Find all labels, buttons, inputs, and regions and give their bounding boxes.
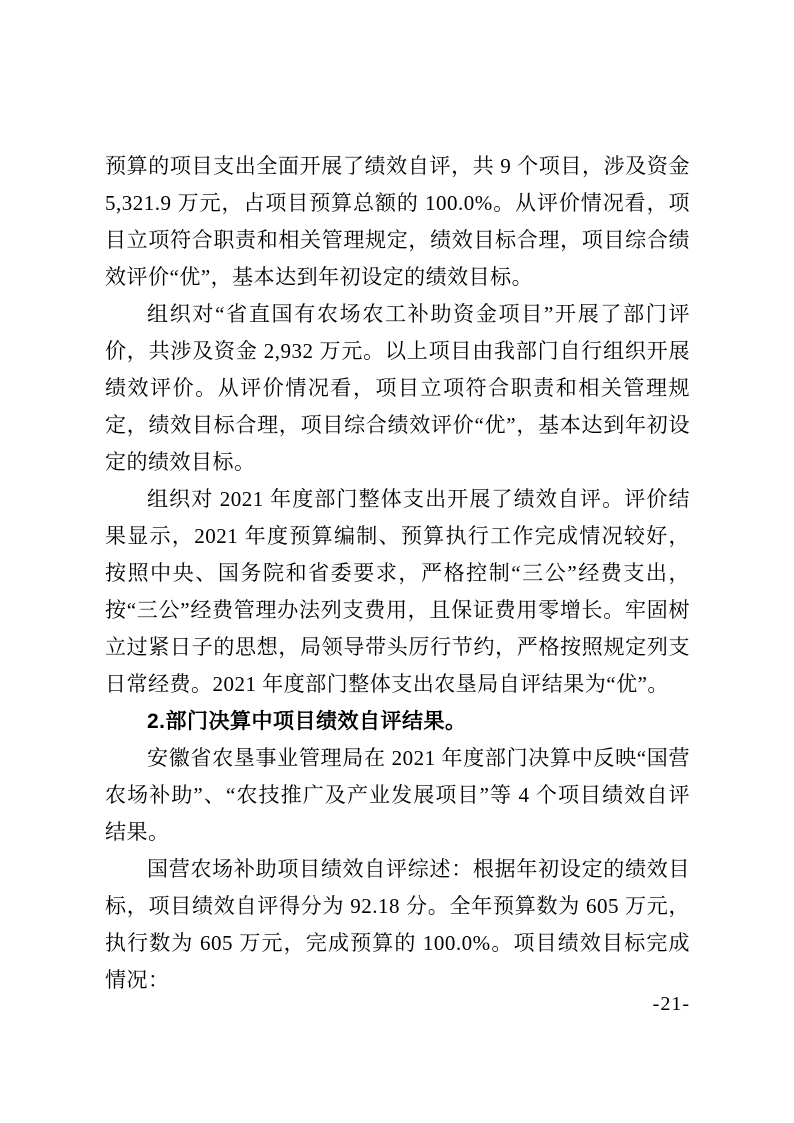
body-paragraph-5: 国营农场补助项目绩效自评综述：根据年初设定的绩效目标，项目绩效自评得分为 92.18 分。全年预算数为 605 万元，执行数为 605 万元，完成预算的 100.0%。项目绩效目标完成情况： bbox=[105, 857, 690, 992]
document-content bbox=[105, 148, 690, 999]
body-paragraph-1: 预算的项目支出全面开展了绩效自评，共 9 个项目，涉及资金 5,321.9 万元，占项目预算总额的 100.0%。从评价情况看，项目立项符合职责和相关管理规定，绩效目标合理，项目综合绩效评价“优”，基本达到年初设定的绩效目标。 bbox=[105, 154, 690, 289]
body-paragraph-3: 组织对 2021 年度部门整体支出开展了绩效自评。评价结果显示，2021 年度预算编制、预算执行工作完成情况较好，按照中央、国务院和省委要求，严格控制“三公”经费支出，按“三公”经费管理办法列支费用，且保证费用零增长。牢固树立过紧日子的思想，局领导带头厉行节约，严格按照规定列支日常经费。2021 年度部门整体支出农垦局自评结果为“优”。 bbox=[105, 487, 690, 696]
page-number: -21- bbox=[652, 993, 690, 1015]
body-paragraph-2: 组织对“省直国有农场农工补助资金项目”开展了部门评价，共涉及资金 2,932 万元。以上项目由我部门自行组织开展绩效评价。从评价情况看，项目立项符合职责和相关管理规定，绩效目标合理，项目综合绩效评价“优”，基本达到年初设定的绩效目标。 bbox=[105, 302, 690, 474]
section-heading: 2.部门决算中项目绩效自评结果。 bbox=[147, 710, 467, 733]
body-paragraph-4: 安徽省农垦事业管理局在 2021 年度部门决算中反映“国营农场补助”、“农技推广及产业发展项目”等 4 个项目绩效自评结果。 bbox=[105, 746, 690, 844]
